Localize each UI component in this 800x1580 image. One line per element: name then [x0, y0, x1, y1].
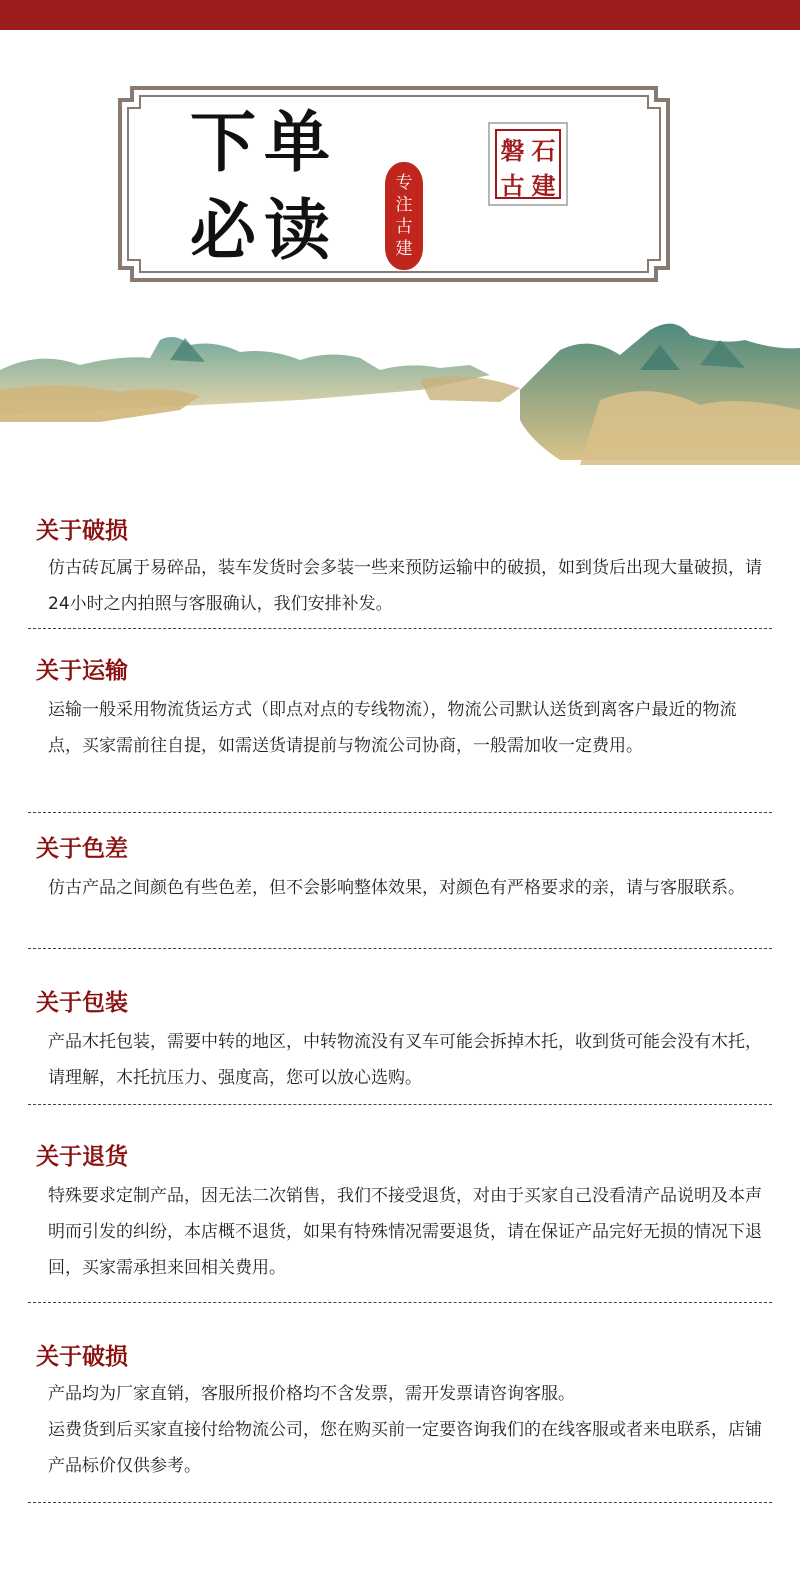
brand-char: 磐	[500, 136, 525, 165]
section-packaging	[28, 984, 772, 1106]
section-body	[48, 550, 770, 622]
section-divider	[28, 948, 772, 949]
section-divider	[28, 628, 772, 629]
brand-char: 石	[531, 136, 556, 165]
section-returns	[28, 1138, 772, 1304]
section-body	[48, 1024, 770, 1096]
section-body	[48, 870, 770, 906]
seal-char: 专	[395, 173, 413, 193]
section-divider	[28, 1502, 772, 1503]
section-paragraph: 运费货到后买家直接付给物流公司，您在购买前一定要咨询我们的在线客服或者来电联系，店铺产品标价仅供参考。	[48, 1420, 762, 1476]
specialty-seal	[385, 162, 423, 270]
section-divider	[28, 1104, 772, 1105]
section-paragraph: 产品均为厂家直销，客服所报价格均不含发票，需开发票请咨询客服。	[48, 1384, 575, 1404]
section-title: 关于色差	[36, 835, 128, 862]
seal-char: 注	[395, 195, 413, 215]
section-title: 关于破损	[36, 1343, 128, 1370]
section-divider	[28, 1302, 772, 1303]
section-body	[48, 1178, 770, 1286]
page-title-line2: 必读	[190, 192, 338, 269]
section-body	[48, 692, 770, 764]
section-title: 关于运输	[36, 657, 128, 684]
section-body	[48, 1376, 770, 1484]
page-title-line1: 下单	[190, 104, 338, 181]
section-invoice-freight	[28, 1338, 772, 1504]
section-paragraph: 运输一般采用物流货运方式（即点对点的专线物流），物流公司默认送货到离客户最近的物流点，买家需前往自提，如需送货请提前与物流公司协商，一般需加收一定费用。	[48, 700, 737, 756]
top-banner-bar	[0, 0, 800, 30]
section-damage	[28, 512, 772, 632]
section-shipping	[28, 652, 772, 814]
seal-char: 建	[395, 239, 413, 259]
brand-char: 建	[531, 171, 556, 200]
section-paragraph: 产品木托包装，需要中转的地区，中转物流没有叉车可能会拆掉木托，收到货可能会没有木托，请理解，木托抗压力、强度高，您可以放心选购。	[48, 1032, 762, 1088]
section-divider	[28, 812, 772, 813]
section-title: 关于退货	[36, 1143, 128, 1170]
section-color-difference	[28, 830, 772, 950]
section-paragraph: 仿古砖瓦属于易碎品，装车发货时会多装一些来预防运输中的破损，如到货后出现大量破损，请24小时之内拍照与客服确认，我们安排补发。	[48, 558, 762, 614]
brand-char: 古	[500, 171, 525, 200]
landscape-painting	[0, 310, 800, 470]
section-paragraph: 特殊要求定制产品，因无法二次销售，我们不接受退货，对由于买家自己没看清产品说明及本声明而引发的纠纷，本店概不退货，如果有特殊情况需要退货，请在保证产品完好无损的情况下退回，买家需承担来回相关费用。	[48, 1186, 762, 1278]
brand-logo-seal	[488, 122, 568, 206]
seal-char: 古	[395, 217, 413, 237]
section-title: 关于破损	[36, 517, 128, 544]
section-paragraph: 仿古产品之间颜色有些色差，但不会影响整体效果，对颜色有严格要求的亲，请与客服联系。	[48, 878, 745, 898]
section-title: 关于包装	[36, 989, 128, 1016]
